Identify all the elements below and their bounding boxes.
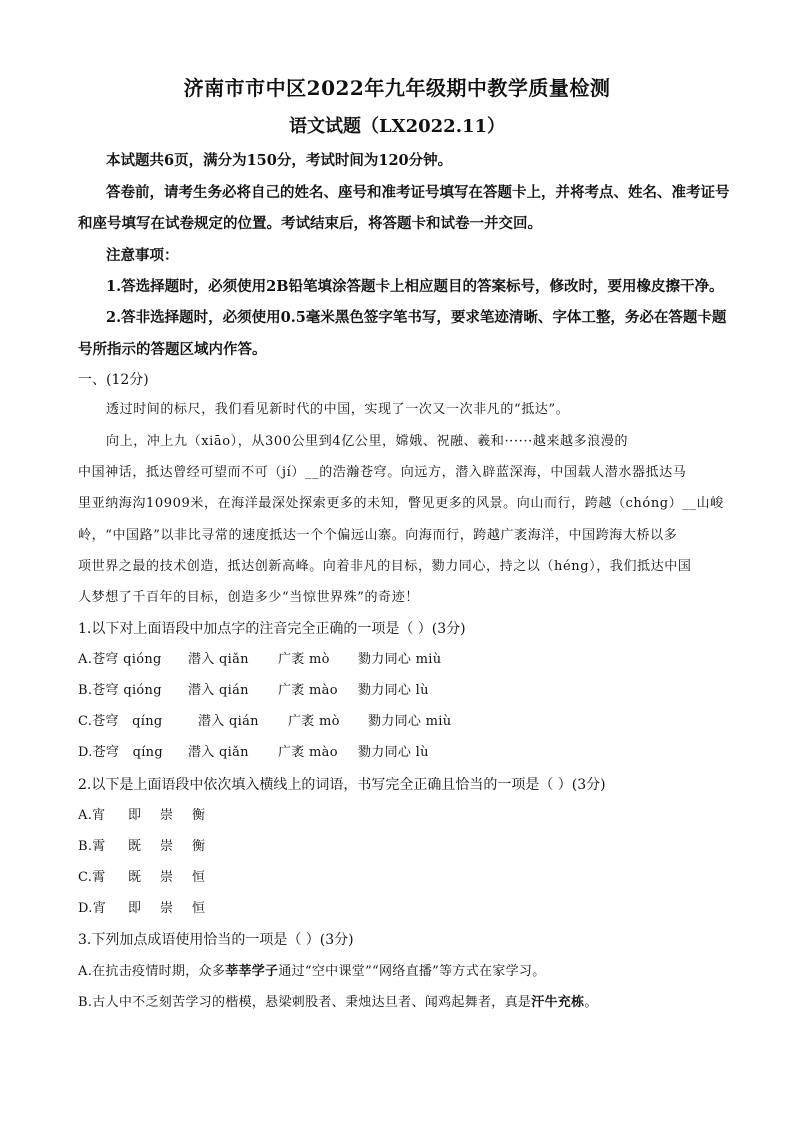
q2-option-a-part: 即 — [128, 808, 142, 823]
q3-option-a-idiom: 莘莘学子 — [225, 964, 279, 979]
q2-option-a-part: 崇 — [160, 808, 174, 823]
q1-option-d — [78, 743, 429, 763]
q1-option-d-part: 广袤 mào — [278, 745, 338, 760]
q1-option-b — [78, 681, 429, 701]
q1-option-b-part: B.苍穹 qióng — [78, 683, 162, 698]
exam-subtitle: 语文试题（LX2022.11） — [288, 116, 506, 137]
q1-option-a-part: 潜入 qiǎn — [188, 652, 249, 667]
q2-option-d-part: 即 — [128, 901, 142, 916]
intro-line-1: 本试题共6页，满分为150分，考试时间为120分钟。 — [106, 152, 453, 169]
q1-option-b-part: 勠力同心 lù — [358, 683, 429, 698]
passage-line: 项世界之最的技术创造，抵达创新高峰。向着非凡的目标，勠力同心，持之以（héng），我们抵达中国 — [78, 559, 692, 574]
q2-option-a-part: A.宵 — [78, 808, 106, 823]
q1-option-b-part: 潜入 qián — [188, 683, 249, 698]
passage-line: 里亚纳海沟10909米，在海洋最深处探索更多的未知，瞥见更多的风景。向山而行，跨越（chóng）__山峻 — [78, 496, 724, 511]
q3-option-b-text: B.古人中不乏刻苦学习的楷模，悬梁刺股者、秉烛达旦者、闻鸡起舞者，真是 — [78, 995, 532, 1010]
question-1-stem: 1.以下对上面语段中加点字的注音完全正确的一项是（ ）(3分) — [78, 621, 466, 637]
section-1-heading: 一、(12分) — [78, 372, 149, 388]
q2-option-c-part: C.霄 — [78, 870, 106, 885]
q2-option-c — [78, 868, 205, 888]
intro-line-2a: 答卷前，请考生务必将自己的姓名、座号和准考证号填写在答题卡上，并将考点、姓名、准考证号 — [106, 184, 730, 201]
passage-line: 透过时间的标尺，我们看见新时代的中国，实现了一次又一次非凡的“抵达”。 — [106, 402, 570, 417]
q1-option-d-part: 勠力同心 lù — [358, 745, 429, 760]
exam-title: 济南市市中区2022年九年级期中教学质量检测 — [183, 76, 611, 100]
q3-option-a-text: A.在抗击疫情时期，众多 — [78, 964, 226, 979]
q2-option-c-part: 恒 — [192, 870, 206, 885]
question-2-stem: 2.以下是上面语段中依次填入横线上的词语，书写完全正确且恰当的一项是（ ）(3分) — [78, 777, 606, 793]
question-3-stem: 3.下列加点成语使用恰当的一项是（ ）(3分) — [78, 932, 354, 948]
notice-item-1: 1.答选择题时，必须使用2B铅笔填涂答题卡上相应题目的答案标号，修改时，要用橡皮擦干净。 — [106, 278, 724, 295]
q2-option-b — [78, 837, 205, 857]
q2-option-c-part: 崇 — [160, 870, 174, 885]
q2-option-a — [78, 806, 205, 826]
q2-option-d — [78, 899, 205, 919]
q3-option-b-idiom: 汗牛充栋 — [531, 995, 585, 1010]
q2-option-c-part: 既 — [128, 870, 142, 885]
passage-line: 中国神话，抵达曾经可望而不可（jí）__的浩瀚苍穹。向远方，潜入辟蓝深海，中国载人潜水器抵达马 — [78, 465, 687, 480]
intro-line-2b: 和座号填写在试卷规定的位置。考试结束后，将答题卡和试卷一并交回。 — [78, 215, 542, 232]
q1-option-c — [78, 712, 451, 732]
q2-option-b-part: 崇 — [160, 839, 174, 854]
q3-option-a — [78, 962, 546, 982]
passage-line: 人梦想了千百年的目标，创造多少“当惊世界殊”的奇迹！ — [78, 590, 419, 605]
passage-line: 向上，冲上九（xiāo），从300公里到4亿公里，嫦娥、祝融、羲和······越来越多浪漫的 — [106, 434, 629, 449]
q3-option-b — [78, 993, 598, 1013]
notice-heading: 注意事项： — [106, 247, 179, 264]
q2-option-d-part: 崇 — [160, 901, 174, 916]
q1-option-d-part: 潜入 qiǎn — [188, 745, 249, 760]
q1-option-c-part: 勠力同心 miù — [368, 714, 452, 729]
q1-option-a-part: 勠力同心 miù — [358, 652, 442, 667]
passage-line: 岭，“中国路”以非比寻常的速度抵达一个个偏远山寨。向海而行，跨越广袤海洋，中国跨海大桥以多 — [78, 528, 678, 543]
q1-option-c-part: C.苍穹 qíng — [78, 714, 163, 729]
q3-option-b-text: 。 — [584, 995, 598, 1010]
q2-option-b-part: 既 — [128, 839, 142, 854]
notice-item-2a: 2.答非选择题时，必须使用0.5毫米黑色签字笔书写，要求笔迹清晰、字体工整，务必在答题卡题 — [106, 309, 727, 326]
q1-option-c-part: 广袤 mò — [288, 714, 340, 729]
q2-option-d-part: 恒 — [192, 901, 206, 916]
notice-item-2b: 号所指示的答题区域内作答。 — [78, 341, 267, 358]
q1-option-d-part: D.苍穹 qíng — [78, 745, 163, 760]
q2-option-b-part: B.霄 — [78, 839, 106, 854]
q2-option-d-part: D.宵 — [78, 901, 106, 916]
q1-option-a-part: A.苍穹 qióng — [78, 652, 162, 667]
q1-option-c-part: 潜入 qián — [198, 714, 259, 729]
q1-option-a-part: 广袤 mò — [278, 652, 330, 667]
q2-option-a-part: 衡 — [192, 808, 206, 823]
q2-option-b-part: 衡 — [192, 839, 206, 854]
q1-option-a — [78, 650, 441, 670]
q3-option-a-text: 通过“空中课堂”“网络直播”等方式在家学习。 — [278, 964, 546, 979]
q1-option-b-part: 广袤 mào — [278, 683, 338, 698]
